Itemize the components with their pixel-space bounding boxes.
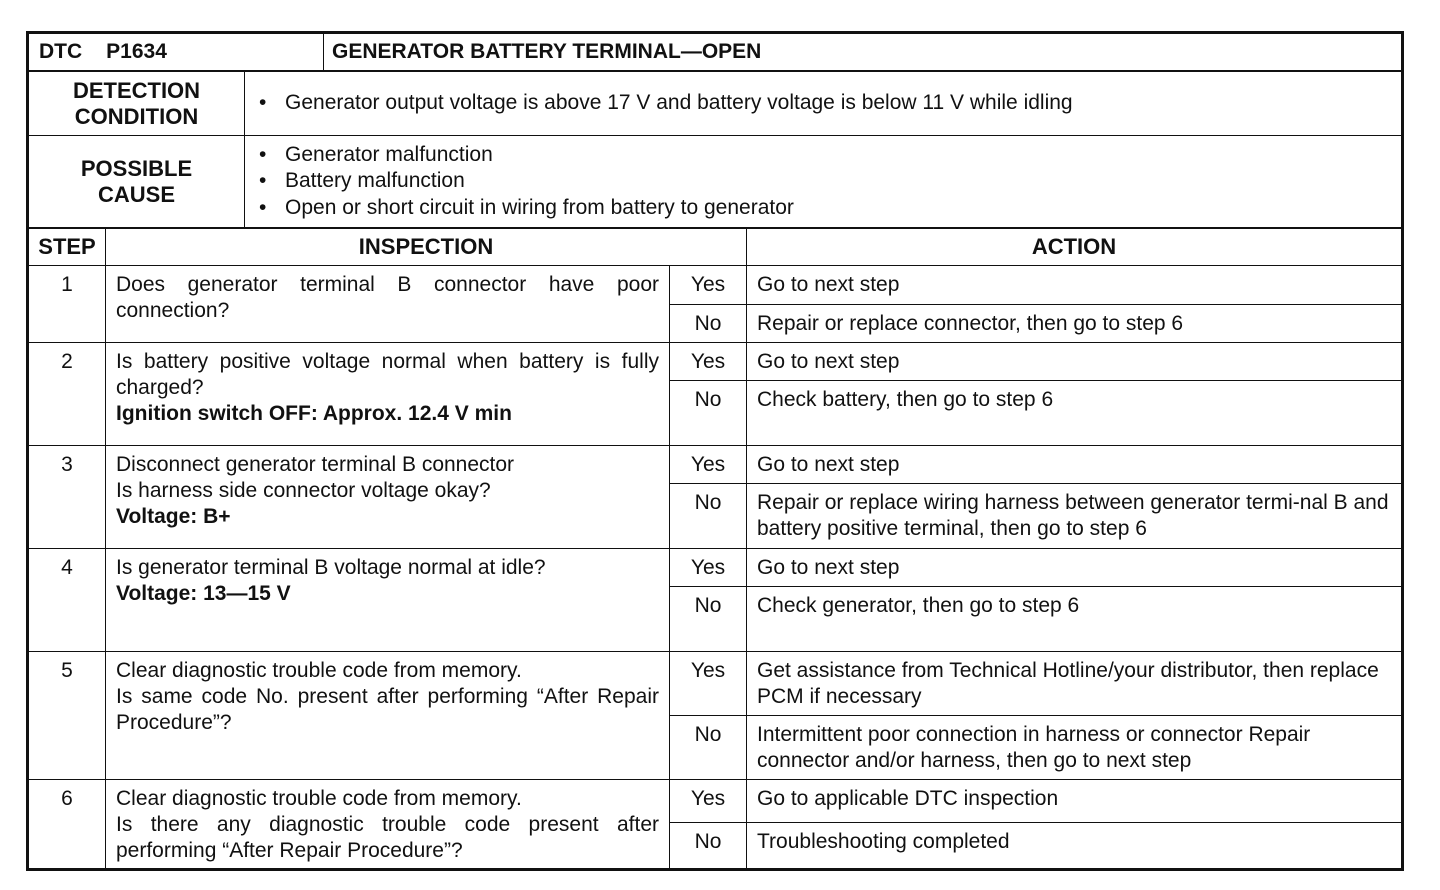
inspection-spec: Voltage: 13—15 V xyxy=(116,582,291,605)
no-label: No xyxy=(670,381,747,446)
cause-item: • Open or short circuit in wiring from battery to generator xyxy=(257,195,1401,222)
step-row xyxy=(29,652,1402,716)
step-row xyxy=(29,549,1402,587)
step-number: 1 xyxy=(29,266,106,343)
no-label: No xyxy=(670,305,747,343)
dtc-inspection-sheet xyxy=(26,31,1404,871)
step-inspection xyxy=(106,446,670,549)
inspection-line: Is same code No. present after performing “After Repair Procedure”? xyxy=(116,685,659,734)
col-action-header: ACTION xyxy=(747,229,1402,266)
yes-action: Get assistance from Technical Hotline/your distributor, then replace PCM if necessary xyxy=(747,652,1402,716)
inspection-line: Is harness side connector voltage okay? xyxy=(116,479,491,502)
yes-label: Yes xyxy=(670,446,747,484)
cause-label-line2: CAUSE xyxy=(97,181,175,207)
step-inspection xyxy=(106,780,670,869)
possible-cause-label xyxy=(29,136,245,228)
possible-cause-content xyxy=(245,136,1402,228)
cause-item: • Battery malfunction xyxy=(257,168,1401,195)
no-label: No xyxy=(670,587,747,652)
detection-item: • Generator output voltage is above 17 V and battery voltage is below 11 V while idling xyxy=(257,90,1401,117)
dtc-title: GENERATOR BATTERY TERMINAL—OPEN xyxy=(324,34,1402,71)
detection-condition-content xyxy=(245,72,1402,136)
step-row xyxy=(29,266,1402,305)
no-label: No xyxy=(670,716,747,780)
yes-label: Yes xyxy=(670,652,747,716)
step-number: 2 xyxy=(29,343,106,446)
cause-list xyxy=(245,142,1401,222)
steps-table xyxy=(28,228,1402,869)
step-row xyxy=(29,446,1402,484)
inspection-line: Is generator terminal B voltage normal at idle? xyxy=(116,556,546,579)
dtc-code-cell xyxy=(29,34,324,71)
inspection-line: Clear diagnostic trouble code from memory. xyxy=(116,659,522,682)
detection-list xyxy=(245,90,1401,117)
no-action: Repair or replace connector, then go to step 6 xyxy=(747,305,1402,343)
dtc-code: P1634 xyxy=(106,40,167,63)
dtc-header-table xyxy=(28,33,1402,71)
no-action: Check battery, then go to step 6 xyxy=(747,381,1402,446)
yes-action: Go to next step xyxy=(747,343,1402,381)
detection-label-line2: CONDITION xyxy=(74,103,199,129)
inspection-line: Clear diagnostic trouble code from memory. xyxy=(116,787,522,810)
inspection-line: Is there any diagnostic trouble code present after performing “After Repair Procedure”? xyxy=(116,813,659,862)
yes-action: Go to applicable DTC inspection xyxy=(747,780,1402,823)
step-number: 6 xyxy=(29,780,106,869)
yes-action: Go to next step xyxy=(747,446,1402,484)
yes-label: Yes xyxy=(670,343,747,381)
inspection-line: Is battery positive voltage normal when battery is fully charged? xyxy=(116,350,659,399)
col-inspection-header: INSPECTION xyxy=(106,229,747,266)
inspection-line: Disconnect generator terminal B connector xyxy=(116,453,515,476)
detection-label-line1: DETECTION xyxy=(72,77,201,103)
inspection-spec: Ignition switch OFF: Approx. 12.4 V min xyxy=(116,402,512,425)
no-action: Intermittent poor connection in harness or connector Repair connector and/or harness, then go to next step xyxy=(747,716,1402,780)
step-row xyxy=(29,780,1402,823)
step-inspection xyxy=(106,266,670,343)
step-row xyxy=(29,343,1402,381)
col-step-header: STEP xyxy=(29,229,106,266)
step-inspection xyxy=(106,343,670,446)
dtc-label: DTC xyxy=(39,40,83,63)
no-action: Repair or replace wiring harness between generator termi-nal B and battery positive terminal, then go to step 6 xyxy=(747,484,1402,549)
step-inspection xyxy=(106,652,670,780)
no-action: Check generator, then go to step 6 xyxy=(747,587,1402,652)
cause-label-line1: POSSIBLE xyxy=(80,155,193,181)
step-inspection xyxy=(106,549,670,652)
no-label: No xyxy=(670,484,747,549)
inspection-spec: Voltage: B+ xyxy=(116,505,231,528)
yes-label: Yes xyxy=(670,266,747,305)
yes-action: Go to next step xyxy=(747,266,1402,305)
condition-table xyxy=(28,71,1402,228)
detection-condition-label xyxy=(29,72,245,136)
inspection-line: Does generator terminal B connector have poor connection? xyxy=(116,273,659,322)
yes-label: Yes xyxy=(670,780,747,823)
cause-item: • Generator malfunction xyxy=(257,142,1401,169)
yes-label: Yes xyxy=(670,549,747,587)
yes-action: Go to next step xyxy=(747,549,1402,587)
step-number: 5 xyxy=(29,652,106,780)
no-action: Troubleshooting completed xyxy=(747,823,1402,869)
step-number: 3 xyxy=(29,446,106,549)
step-number: 4 xyxy=(29,549,106,652)
no-label: No xyxy=(670,823,747,869)
